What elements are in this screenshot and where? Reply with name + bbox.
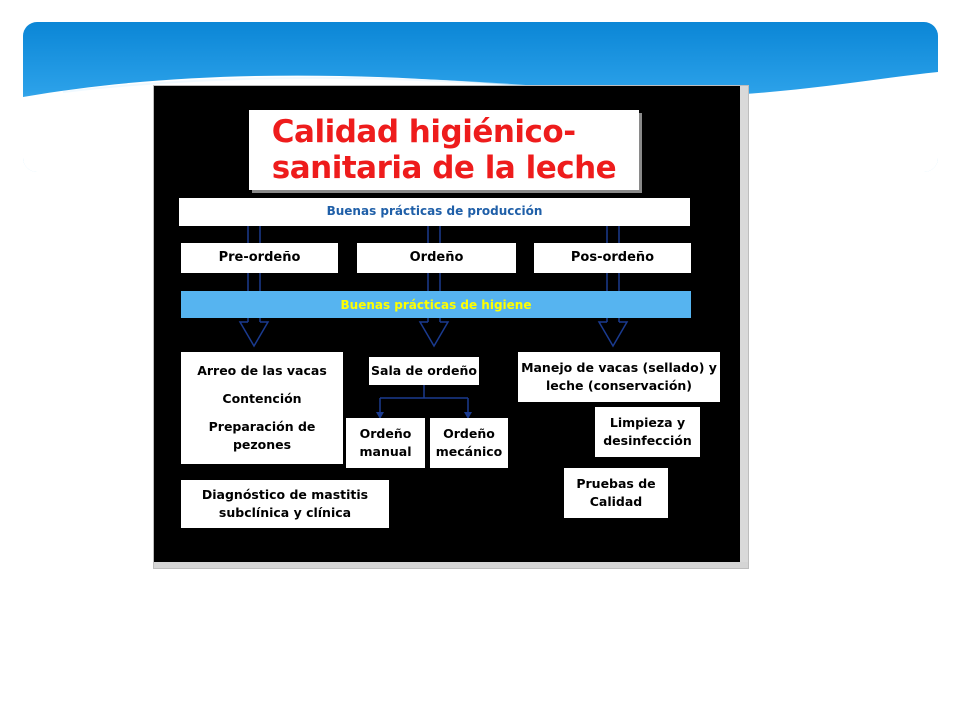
- panel-edge: [154, 562, 748, 568]
- stage-label: Pos-ordeño: [570, 249, 655, 265]
- pruebas-line-1: Pruebas de: [576, 475, 656, 491]
- activity-item: Preparación de pezones: [208, 418, 316, 452]
- hygiene-practices-label: Buenas prácticas de higiene: [340, 297, 532, 312]
- stage-label: Ordeño: [409, 249, 464, 265]
- sala-ordeno-box: [369, 357, 479, 385]
- ordeno-manual-line-2: manual: [359, 444, 412, 459]
- pre-ordeno-activities: [181, 352, 343, 464]
- ordeno-manual-box: [346, 418, 425, 468]
- diagnostico-box: [181, 480, 389, 528]
- hygiene-practices-bar: [181, 291, 691, 318]
- production-practices-box: [179, 198, 690, 226]
- panel-edge: [740, 86, 748, 568]
- ordeno-mecanico-line-1: Ordeño: [443, 425, 495, 441]
- pruebas-line-2: Calidad: [589, 494, 643, 509]
- limpieza-line-2: desinfección: [603, 433, 692, 448]
- manejo-box: [518, 352, 720, 402]
- activity-item: Arreo de las vacas: [197, 362, 327, 378]
- sala-ordeno-label: Sala de ordeño: [371, 362, 477, 378]
- activity-item: Contención: [222, 390, 302, 406]
- ordeno-mecanico-line-2: mecánico: [435, 444, 503, 459]
- stage-label: Pre-ordeño: [218, 249, 301, 265]
- pruebas-box: [564, 468, 668, 518]
- limpieza-line-1: Limpieza y: [609, 414, 686, 430]
- production-practices-label: Buenas prácticas de producción: [326, 204, 543, 219]
- ordeno-mecanico-box: [430, 418, 508, 468]
- diagram-title-box: [249, 110, 639, 190]
- limpieza-box: [595, 407, 700, 457]
- diagnostico-line-2: subclínica y clínica: [218, 505, 352, 520]
- title-line-1: Calidad higiénico-: [271, 114, 576, 150]
- stage-ordeno: [357, 243, 516, 273]
- title-line-2: sanitaria de la leche: [271, 150, 617, 186]
- diagram-title: [272, 114, 616, 186]
- manejo-line-2: leche (conservación): [545, 378, 693, 393]
- manejo-line-1: Manejo de vacas (sellado) y: [521, 359, 717, 375]
- stage-pos-ordeno: [534, 243, 691, 273]
- stage-pre-ordeno: [181, 243, 338, 273]
- diagnostico-line-1: Diagnóstico de mastitis: [201, 486, 369, 502]
- ordeno-manual-line-1: Ordeño: [359, 425, 412, 441]
